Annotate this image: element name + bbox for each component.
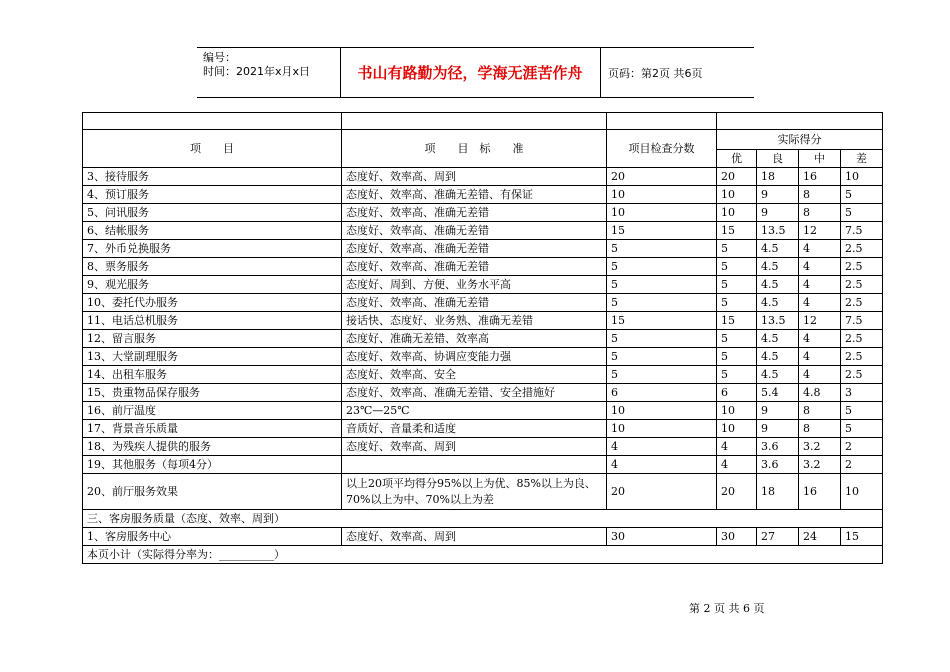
row-score: 15 [607, 312, 717, 330]
grade-excellent-value: 10 [717, 402, 757, 420]
row-standard: 态度好、效率高、协调应变能力强 [342, 348, 607, 366]
grade-poor-value: 2.5 [841, 348, 883, 366]
grade-good-value: 13.5 [757, 312, 799, 330]
row-standard: 态度好、效率高、准确无差错、有保证 [342, 186, 607, 204]
blank-row [83, 113, 883, 130]
grade-excellent-value: 30 [717, 528, 757, 546]
row-item: 5、问讯服务 [83, 204, 342, 222]
header-score: 项目检查分数 [607, 130, 717, 168]
row-standard: 态度好、效率高、周到 [342, 438, 607, 456]
row-score: 5 [607, 294, 717, 312]
grade-excellent-value: 20 [717, 474, 757, 510]
section-title: 三、客房服务质量（态度、效率、周到） [83, 510, 883, 528]
row-score: 6 [607, 384, 717, 402]
table-row [83, 528, 883, 546]
row-score: 10 [607, 420, 717, 438]
table-row [83, 420, 883, 438]
row-standard: 态度好、效率高、准确无差错 [342, 222, 607, 240]
grade-excellent-value: 5 [717, 294, 757, 312]
table-row [83, 330, 883, 348]
grade-poor-value: 5 [841, 204, 883, 222]
grade-excellent-value: 10 [717, 186, 757, 204]
grade-fair: 中 [799, 150, 841, 168]
grade-poor-value: 2.5 [841, 294, 883, 312]
row-score: 20 [607, 474, 717, 510]
row-standard: 态度好、效率高、准确无差错 [342, 240, 607, 258]
header-item: 项 目 [83, 130, 342, 168]
row-standard: 态度好、效率高、准确无差错 [342, 258, 607, 276]
row-item: 7、外币兑换服务 [83, 240, 342, 258]
grade-poor-value: 2.5 [841, 330, 883, 348]
row-item: 13、大堂副理服务 [83, 348, 342, 366]
header-divider [600, 48, 601, 97]
row-score: 10 [607, 186, 717, 204]
grade-excellent-value: 6 [717, 384, 757, 402]
table-row [83, 456, 883, 474]
grade-excellent-value: 5 [717, 276, 757, 294]
row-score: 5 [607, 276, 717, 294]
grade-excellent: 优 [717, 150, 757, 168]
row-standard: 态度好、效率高、周到 [342, 528, 607, 546]
grade-poor-value: 2.5 [841, 366, 883, 384]
grade-good-value: 3.6 [757, 438, 799, 456]
grade-excellent-value: 4 [717, 456, 757, 474]
grade-good-value: 5.4 [757, 384, 799, 402]
grade-fair-value: 4 [799, 240, 841, 258]
grade-fair-value: 4 [799, 294, 841, 312]
motto: 书山有路勤为径，学海无涯苦作舟 [357, 64, 583, 82]
grade-excellent-value: 15 [717, 222, 757, 240]
grade-excellent-value: 15 [717, 312, 757, 330]
grade-good-value: 27 [757, 528, 799, 546]
grade-good-value: 4.5 [757, 348, 799, 366]
grade-excellent-value: 5 [717, 258, 757, 276]
grade-poor-value: 15 [841, 528, 883, 546]
table-row [83, 222, 883, 240]
row-item: 6、结帐服务 [83, 222, 342, 240]
document-header [197, 47, 754, 98]
table-row [83, 402, 883, 420]
grade-good-value: 4.5 [757, 240, 799, 258]
grade-poor-value: 5 [841, 402, 883, 420]
row-score: 10 [607, 204, 717, 222]
row-item: 3、接待服务 [83, 168, 342, 186]
grade-good-value: 18 [757, 168, 799, 186]
row-item: 9、观光服务 [83, 276, 342, 294]
row-item: 10、委托代办服务 [83, 294, 342, 312]
grade-fair-value: 4 [799, 276, 841, 294]
row-score: 5 [607, 348, 717, 366]
row-standard: 态度好、准确无差错、效率高 [342, 330, 607, 348]
grade-fair-value: 4 [799, 366, 841, 384]
grade-good-value: 9 [757, 420, 799, 438]
row-standard: 态度好、效率高、准确无差错、安全措施好 [342, 384, 607, 402]
grade-excellent-value: 5 [717, 240, 757, 258]
grade-excellent-value: 20 [717, 168, 757, 186]
section-row [83, 510, 883, 528]
grade-fair-value: 12 [799, 312, 841, 330]
table-row [83, 204, 883, 222]
grade-good-value: 4.5 [757, 258, 799, 276]
grade-poor-value: 5 [841, 186, 883, 204]
grade-fair-value: 4 [799, 330, 841, 348]
grade-fair-value: 4.8 [799, 384, 841, 402]
subtotal-label: 本页小计（实际得分率为：__________） [83, 546, 883, 564]
grade-poor-value: 7.5 [841, 222, 883, 240]
grade-fair-value: 8 [799, 402, 841, 420]
row-standard: 态度好、效率高、安全 [342, 366, 607, 384]
table-row [83, 438, 883, 456]
grade-excellent-value: 5 [717, 366, 757, 384]
row-score: 10 [607, 402, 717, 420]
grade-fair-value: 16 [799, 168, 841, 186]
grade-excellent-value: 5 [717, 348, 757, 366]
grade-poor-value: 2.5 [841, 276, 883, 294]
grade-fair-value: 3.2 [799, 438, 841, 456]
grade-fair-value: 8 [799, 186, 841, 204]
grade-fair-value: 16 [799, 474, 841, 510]
row-item: 12、留言服务 [83, 330, 342, 348]
grade-good-value: 4.5 [757, 294, 799, 312]
grade-good-value: 9 [757, 402, 799, 420]
table-row [83, 168, 883, 186]
table-row [83, 186, 883, 204]
row-standard: 态度好、效率高、周到 [342, 168, 607, 186]
row-score: 30 [607, 528, 717, 546]
row-standard: 态度好、效率高、准确无差错 [342, 204, 607, 222]
grade-excellent-value: 5 [717, 330, 757, 348]
page-footer: 第 2 页 共 6 页 [689, 602, 765, 615]
row-item: 19、其他服务（每项4分） [83, 456, 342, 474]
table-row [83, 348, 883, 366]
row-score: 15 [607, 222, 717, 240]
grade-fair-value: 12 [799, 222, 841, 240]
table-row [83, 474, 883, 510]
row-item: 18、为残疾人提供的服务 [83, 438, 342, 456]
header-meta [203, 51, 310, 79]
row-standard: 态度好、周到、方便、业务水平高 [342, 276, 607, 294]
row-item: 8、票务服务 [83, 258, 342, 276]
grade-good-value: 9 [757, 186, 799, 204]
row-score: 5 [607, 366, 717, 384]
row-score: 4 [607, 438, 717, 456]
grade-good-value: 4.5 [757, 330, 799, 348]
row-standard: 态度好、效率高、准确无差错 [342, 294, 607, 312]
grade-excellent-value: 10 [717, 420, 757, 438]
grade-poor-value: 2.5 [841, 258, 883, 276]
table-row [83, 384, 883, 402]
row-score: 5 [607, 240, 717, 258]
row-item: 1、客房服务中心 [83, 528, 342, 546]
grade-good-value: 4.5 [757, 276, 799, 294]
row-item: 20、前厅服务效果 [83, 474, 342, 510]
grade-poor-value: 2 [841, 456, 883, 474]
header-actual: 实际得分 [717, 130, 883, 150]
subtotal-row [83, 546, 883, 564]
row-score: 4 [607, 456, 717, 474]
row-item: 15、贵重物品保存服务 [83, 384, 342, 402]
grade-fair-value: 3.2 [799, 456, 841, 474]
row-item: 14、出租车服务 [83, 366, 342, 384]
grade-poor-value: 10 [841, 168, 883, 186]
grade-poor-value: 10 [841, 474, 883, 510]
row-standard: 接话快、态度好、业务熟、准确无差错 [342, 312, 607, 330]
score-table [82, 112, 883, 564]
grade-poor-value: 3 [841, 384, 883, 402]
grade-good-value: 13.5 [757, 222, 799, 240]
grade-poor-value: 7.5 [841, 312, 883, 330]
table-row [83, 240, 883, 258]
grade-good-value: 4.5 [757, 366, 799, 384]
row-score: 5 [607, 330, 717, 348]
grade-fair-value: 8 [799, 420, 841, 438]
grade-poor-value: 2.5 [841, 240, 883, 258]
grade-good: 良 [757, 150, 799, 168]
table-row [83, 294, 883, 312]
header-standard: 项 目 标 准 [342, 130, 607, 168]
grade-fair-value: 4 [799, 258, 841, 276]
row-item: 17、背景音乐质量 [83, 420, 342, 438]
row-item: 11、电话总机服务 [83, 312, 342, 330]
grade-poor-value: 2 [841, 438, 883, 456]
row-item: 16、前厅温度 [83, 402, 342, 420]
header-row [83, 130, 883, 150]
grade-poor-value: 5 [841, 420, 883, 438]
row-standard [342, 456, 607, 474]
date-label: 时间：2021年x月x日 [203, 65, 311, 78]
grade-fair-value: 8 [799, 204, 841, 222]
table-row [83, 312, 883, 330]
table-row [83, 258, 883, 276]
grade-good-value: 9 [757, 204, 799, 222]
row-score: 20 [607, 168, 717, 186]
number-label: 编号： [203, 51, 236, 64]
table-row [83, 276, 883, 294]
row-score: 5 [607, 258, 717, 276]
row-item: 4、预订服务 [83, 186, 342, 204]
grade-fair-value: 4 [799, 348, 841, 366]
page-info: 页码：第2页 共6页 [608, 66, 703, 80]
row-standard: 以上20项平均得分95%以上为优、85%以上为良、70%以上为中、70%以上为差 [342, 474, 607, 510]
row-standard: 音质好、音量柔和适度 [342, 420, 607, 438]
table-row [83, 366, 883, 384]
grade-poor: 差 [841, 150, 883, 168]
grade-excellent-value: 10 [717, 204, 757, 222]
grade-good-value: 18 [757, 474, 799, 510]
grade-excellent-value: 4 [717, 438, 757, 456]
grade-fair-value: 24 [799, 528, 841, 546]
grade-good-value: 3.6 [757, 456, 799, 474]
row-standard: 23℃—25℃ [342, 402, 607, 420]
